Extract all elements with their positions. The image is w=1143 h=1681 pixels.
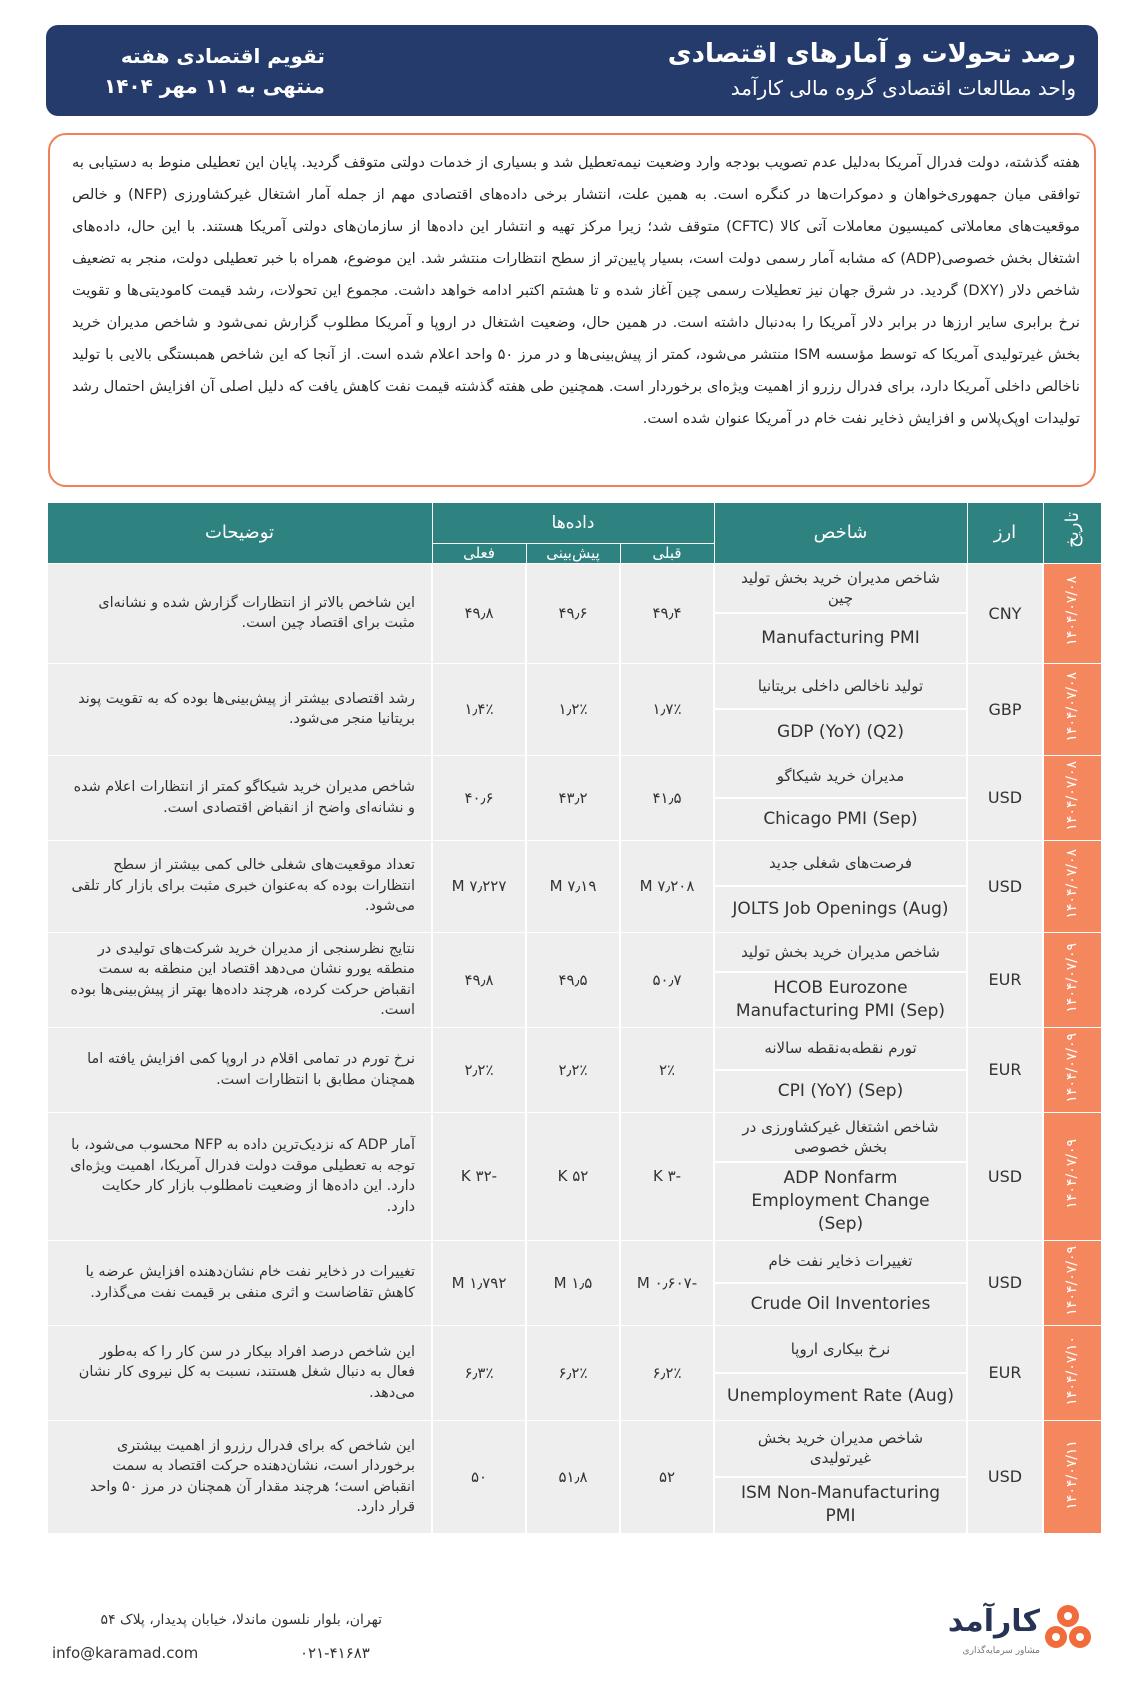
- row-notes: آمار ADP که نزدیک‌ترین داده به NFP محسوب می‌شود، با توجه به تعطیلی موقت دولت فدرال آمریکا، اهمیت ویژه‌ای دارد. این داده‌ها از وضعیت نامطلوب بازار کار حکایت دارد.: [47, 1112, 432, 1240]
- indicator-persian-name: نرخ بیکاری اروپا: [715, 1326, 966, 1374]
- footer-address: تهران، بلوار نلسون ماندلا، خیابان پدیدار، پلاک ۵۴: [100, 1612, 382, 1628]
- row-date: ۱۴۰۴/۰۷/۱۰: [1043, 1325, 1101, 1420]
- indicator-persian-name: تولید ناخالص داخلی بریتانیا: [715, 664, 966, 711]
- logo-brand-name: کارآمد: [947, 1604, 1040, 1639]
- logo-mark-icon: [1042, 1602, 1094, 1654]
- row-currency: USD: [967, 1240, 1043, 1325]
- row-previous: ۴۱٫۵: [620, 755, 714, 840]
- footer-email[interactable]: info@karamad.com: [52, 1644, 199, 1662]
- row-forecast: ۴۹٫۵: [526, 932, 620, 1027]
- row-actual: ۲٫۲٪: [432, 1027, 526, 1112]
- logo-tagline: مشاور سرمایه‌گذاری: [962, 1646, 1040, 1656]
- row-actual: ۵۰: [432, 1420, 526, 1533]
- row-notes: نرخ تورم در تمامی اقلام در اروپا کمی افزایش یافته اما همچنان مطابق با انتظارات است.: [47, 1027, 432, 1112]
- page-title: رصد تحولات و آمارهای اقتصادی: [667, 39, 1076, 69]
- row-actual: ۴۹٫۸: [432, 932, 526, 1027]
- row-actual: ۱٫۷۹۲ M: [432, 1240, 526, 1325]
- row-actual: ۴۹٫۸: [432, 563, 526, 663]
- row-indicator: [714, 840, 967, 932]
- row-indicator: [714, 1112, 967, 1240]
- row-actual: ۶٫۳٪: [432, 1325, 526, 1420]
- table-row: [47, 1420, 1101, 1533]
- row-indicator: [714, 1027, 967, 1112]
- row-previous: ۱٫۷٪: [620, 663, 714, 755]
- row-previous: -۰٫۶۰۷ M: [620, 1240, 714, 1325]
- row-notes: شاخص مدیران خرید شیکاگو کمتر از انتظارات اعلام شده و نشانه‌ای واضح از انقباض اقتصادی است.: [47, 755, 432, 840]
- economic-calendar-table: [46, 503, 1102, 1534]
- row-notes: تغییرات در ذخایر نفت خام نشان‌دهنده افزایش عرضه یا کاهش تقاضاست و اثری منفی بر قیمت نفت می‌گذارد.: [47, 1240, 432, 1325]
- row-forecast: ۴۹٫۶: [526, 563, 620, 663]
- row-date: ۱۴۰۴/۰۷/۰۹: [1043, 1027, 1101, 1112]
- row-date: ۱۴۰۴/۰۷/۰۹: [1043, 1112, 1101, 1240]
- row-previous: ۲٪: [620, 1027, 714, 1112]
- row-forecast: ۴۳٫۲: [526, 755, 620, 840]
- row-actual: ۷٫۲۲۷ M: [432, 840, 526, 932]
- row-date: ۱۴۰۴/۰۷/۰۹: [1043, 1240, 1101, 1325]
- row-currency: USD: [967, 755, 1043, 840]
- row-currency: CNY: [967, 563, 1043, 663]
- header-actual: فعلی: [432, 543, 526, 563]
- indicator-english-name: HCOB Eurozone Manufacturing PMI (Sep): [735, 977, 946, 1021]
- row-currency: EUR: [967, 1027, 1043, 1112]
- indicator-english-name: ISM Non-Manufacturing PMI: [740, 1483, 940, 1526]
- header-titles: [668, 37, 1076, 103]
- row-actual: ۱٫۴٪: [432, 663, 526, 755]
- calendar-caption: [104, 41, 325, 101]
- indicator-persian-name: فرصت‌های شغلی جدید: [715, 841, 966, 888]
- weekly-summary: هفته گذشته، دولت فدرال آمریکا به‌دلیل عدم تصویب بودجه وارد وضعیت نیمه‌تعطیل شد و بسیاری از خدمات دولتی متوقف گردید. پایان این تعطیلی منوط به دستیابی به توافقی میان جمهوری‌خواهان و دموکرات‌ها در کنگره است. به همین علت، انتشار برخی داده‌های اقتصادی مهم از جمله آمار اشتغال غیرکشاورزی (NFP) و خالص موقعیت‌های معاملاتی کمیسیون معاملات آتی کالا (CFTC) متوقف شد؛ زیرا مرکز تهیه و انتشار این داده‌ها از سازمان‌های دولتی آمریکا هستند. با این حال، داده‌های اشتغال بخش خصوصی(ADP) که مشابه آمار رسمی دولت است، بسیار پایین‌تر از سطح انتظارات منتشر شد. این موضوع، همراه با خبر تعطیلی دولت، منجر به تضعیف شاخص دلار (DXY) گردید. در شرق جهان نیز تعطیلات رسمی چین آغاز شده و تا هشتم اکتبر ادامه خواهد داشت. مجموع این تحولات، رشد قیمت کامودیتی‌ها و تقویت نرخ برابری سایر ارزها در برابر دلار آمریکا را به‌دنبال داشته است. در همین حال، وضعیت اشتغال در اروپا و آمریکا مطلوب گزارش نمی‌شود و شاخص مدیران خرید بخش غیرتولیدی آمریکا که توسط مؤسسه ISM منتشر می‌شود، کمتر از پیش‌بینی‌ها و در مرز ۵۰ واحد اعلام شده است. از آنجا که این شاخص همبستگی بالایی با تولید ناخالص داخلی آمریکا دارد، برای فدرال رزرو از اهمیت ویژه‌ای برخوردار است. همچنین طی هفته گذشته قیمت نفت کاهش یافت که دلیل اصلی آن افزایش احتمال رشد تولیدات اوپک‌پلاس و افزایش ذخایر نفت خام در آمریکا عنوان شده است.: [48, 133, 1096, 487]
- header-currency: ارز: [967, 503, 1043, 563]
- row-currency: EUR: [967, 932, 1043, 1027]
- indicator-english-name: Crude Oil Inventories: [750, 1293, 931, 1314]
- indicator-persian-name: تورم نقطه‌به‌نقطه سالانه: [715, 1028, 966, 1071]
- row-forecast: ۵۲ K: [526, 1112, 620, 1240]
- row-indicator: [714, 1420, 967, 1533]
- row-forecast: ۱٫۵ M: [526, 1240, 620, 1325]
- row-forecast: ۱٫۲٪: [526, 663, 620, 755]
- row-indicator: [714, 1325, 967, 1420]
- table-row: [47, 932, 1101, 1027]
- header-previous: قبلی: [620, 543, 714, 563]
- row-notes: رشد اقتصادی بیشتر از پیش‌بینی‌ها بوده که به تقویت پوند بریتانیا منجر می‌شود.: [47, 663, 432, 755]
- row-previous: -۳ K: [620, 1112, 714, 1240]
- header-data-group: داده‌ها: [432, 503, 714, 543]
- row-notes: تعداد موقعیت‌های شغلی خالی کمی بیشتر از سطح انتظارات بوده که به‌عنوان خبری مثبت برای بازار کار تلقی می‌شود.: [47, 840, 432, 932]
- row-actual: ۴۰٫۶: [432, 755, 526, 840]
- row-date: ۱۴۰۴/۰۷/۰۸: [1043, 755, 1101, 840]
- row-date: ۱۴۰۴/۰۷/۰۸: [1043, 840, 1101, 932]
- row-notes: این شاخص بالاتر از انتظارات گزارش شده و نشانه‌ای مثبت برای اقتصاد چین است.: [47, 563, 432, 663]
- table-row: [47, 1240, 1101, 1325]
- row-forecast: ۷٫۱۹ M: [526, 840, 620, 932]
- row-previous: ۴۹٫۴: [620, 563, 714, 663]
- header-forecast: پیش‌بینی: [526, 543, 620, 563]
- indicator-english-name: CPI (YoY) (Sep): [777, 1080, 904, 1101]
- row-previous: ۷٫۲۰۸ M: [620, 840, 714, 932]
- table-row: [47, 563, 1101, 663]
- row-previous: ۵۰٫۷: [620, 932, 714, 1027]
- indicator-english-name: Manufacturing PMI: [761, 627, 920, 648]
- header-indicator: شاخص: [714, 503, 967, 563]
- row-indicator: [714, 663, 967, 755]
- row-currency: EUR: [967, 1325, 1043, 1420]
- calendar-title: تقویم اقتصادی هفته: [120, 44, 325, 68]
- table-row: [47, 755, 1101, 840]
- indicator-persian-name: شاخص اشتغال غیرکشاورزی در بخش خصوصی: [715, 1113, 966, 1163]
- indicator-persian-name: شاخص مدیران خرید بخش تولید چین: [715, 564, 966, 615]
- row-date: ۱۴۰۴/۰۷/۰۸: [1043, 663, 1101, 755]
- table-row: [47, 840, 1101, 932]
- indicator-persian-name: شاخص مدیران خرید بخش تولید: [715, 933, 966, 973]
- table-row: [47, 1325, 1101, 1420]
- indicator-english-name: JOLTS Job Openings (Aug): [732, 898, 949, 919]
- table-row: [47, 1027, 1101, 1112]
- row-forecast: ۶٫۲٪: [526, 1325, 620, 1420]
- row-currency: USD: [967, 1420, 1043, 1533]
- indicator-english-name: ADP Nonfarm Employment Change (Sep): [751, 1167, 930, 1234]
- indicator-english-name: Chicago PMI (Sep): [763, 808, 918, 829]
- table-row: [47, 663, 1101, 755]
- row-previous: ۶٫۲٪: [620, 1325, 714, 1420]
- row-currency: USD: [967, 1112, 1043, 1240]
- row-date: ۱۴۰۴/۰۷/۰۹: [1043, 932, 1101, 1027]
- row-date: ۱۴۰۴/۰۷/۱۱: [1043, 1420, 1101, 1533]
- row-currency: USD: [967, 840, 1043, 932]
- row-currency: GBP: [967, 663, 1043, 755]
- indicator-english-name: GDP (YoY) (Q2): [777, 721, 904, 742]
- indicator-english-name: Unemployment Rate (Aug): [727, 1386, 954, 1406]
- row-forecast: ۵۱٫۸: [526, 1420, 620, 1533]
- row-notes: این شاخص درصد افراد بیکار در سن کار را که به‌طور فعال به دنبال شغل هستند، نسبت به کل نیروی کار نشان می‌دهد.: [47, 1325, 432, 1420]
- footer-phone: ۰۲۱-۴۱۶۸۳: [300, 1644, 370, 1662]
- header-date: تاریخ: [1043, 503, 1101, 563]
- table-row: [47, 1112, 1101, 1240]
- row-actual: -۳۲ K: [432, 1112, 526, 1240]
- row-date: ۱۴۰۴/۰۷/۰۸: [1043, 563, 1101, 663]
- indicator-persian-name: شاخص مدیران خرید بخش غیرتولیدی: [715, 1421, 966, 1478]
- row-indicator: [714, 563, 967, 663]
- row-indicator: [714, 755, 967, 840]
- row-previous: ۵۲: [620, 1420, 714, 1533]
- row-indicator: [714, 1240, 967, 1325]
- row-notes: نتایج نظرسنجی از مدیران خرید شرکت‌های تولیدی در منطقه یورو نشان می‌دهد اقتصاد این منطقه به سمت انقباض حرکت کرده، هرچند داده‌ها بهتر از پیش‌بینی‌ها بوده است.: [47, 932, 432, 1027]
- table-body: [47, 563, 1101, 1533]
- calendar-period: منتهی به ۱۱ مهر ۱۴۰۴: [104, 74, 325, 98]
- company-logo: [948, 1598, 1098, 1668]
- header-banner: [46, 25, 1098, 116]
- indicator-persian-name: تغییرات ذخایر نفت خام: [715, 1241, 966, 1284]
- page-subtitle: واحد مطالعات اقتصادی گروه مالی کارآمد: [730, 76, 1076, 100]
- row-forecast: ۲٫۲٪: [526, 1027, 620, 1112]
- header-notes: توضیحات: [47, 503, 432, 563]
- indicator-persian-name: مدیران خرید شیکاگو: [715, 756, 966, 799]
- row-indicator: [714, 932, 967, 1027]
- row-notes: این شاخص که برای فدرال رزرو از اهمیت بیشتری برخوردار است، نشان‌دهنده حرکت اقتصاد به سمت انقباض است؛ هرچند مقدار آن همچنان در مرز ۵۰ واحد قرار دارد.: [47, 1420, 432, 1533]
